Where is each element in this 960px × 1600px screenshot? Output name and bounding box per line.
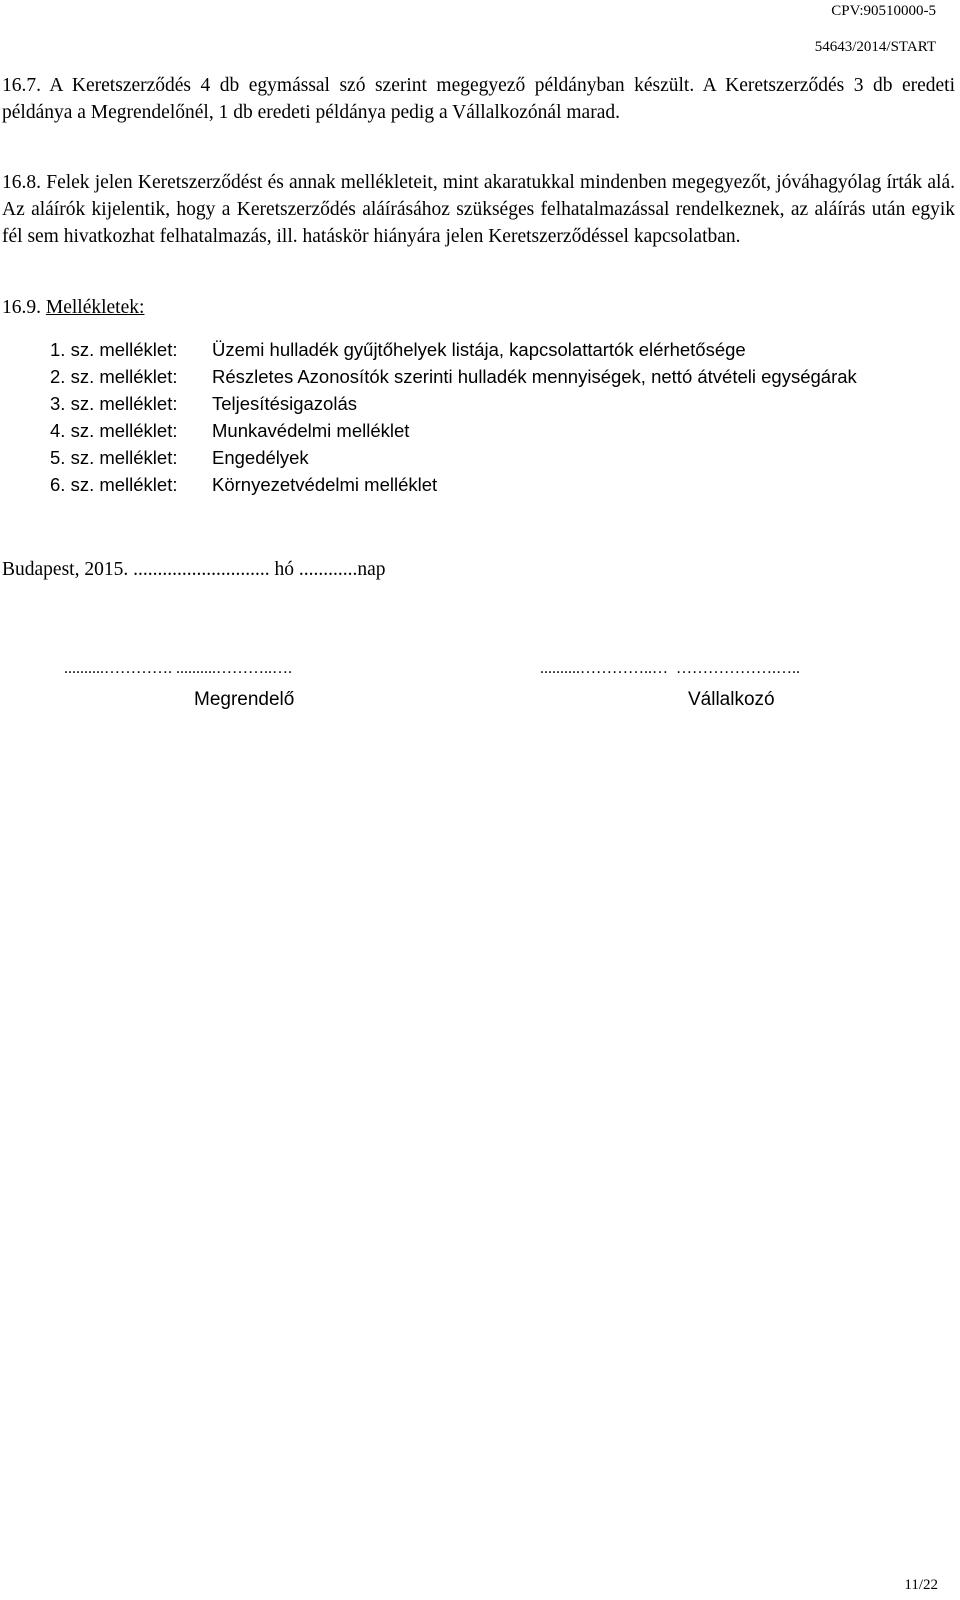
section-16-8 xyxy=(2,169,955,250)
annex-text: Környezetvédelmi melléklet xyxy=(212,474,438,495)
annex-label: 1. sz. melléklet: xyxy=(50,339,178,360)
annex-item xyxy=(50,390,950,417)
annex-item xyxy=(50,417,950,444)
section-number: 16.8. xyxy=(2,172,41,193)
annex-label: 5. sz. melléklet: xyxy=(50,447,178,468)
signature-label-contractor: Vállalkozó xyxy=(688,689,775,710)
section-16-9 xyxy=(2,294,144,321)
section-16-7 xyxy=(2,72,955,126)
section-number: 16.7. xyxy=(2,75,41,96)
annex-text: Részletes Azonosítók szerinti hulladék mennyiségek, nettó átvételi egységárak xyxy=(212,366,857,387)
annex-label: 6. sz. melléklet: xyxy=(50,474,178,495)
section-number: 16.9. xyxy=(2,297,41,318)
annexes-heading: Mellékletek: xyxy=(45,297,145,318)
annex-text: Engedélyek xyxy=(212,447,309,468)
section-text: Felek jelen Keretszerződést és annak mellékleteit, mint akaratukkal mindenben megegyezőt, jóváhagyólag írták alá. Az aláírók kijelentik, hogy a Keretszerződés aláírásához szükséges felhatalmazással rendelkeznek, az aláírás után egyik fél sem hivatkozhat felhatalmazás, ill. hatáskör hiányára jelen Keretszerződéssel kapcsolatban. xyxy=(2,172,955,247)
annex-text: Teljesítésigazolás xyxy=(212,393,357,414)
header-cpv: CPV:90510000-5 xyxy=(831,3,936,19)
page-number: 11/22 xyxy=(904,1577,938,1593)
annex-text: Üzemi hulladék gyűjtőhelyek listája, kapcsolattartók elérhetősége xyxy=(212,339,746,360)
annex-item xyxy=(50,363,950,390)
dateline: Budapest, 2015. ............................ hó ............nap xyxy=(2,559,386,580)
annex-label: 4. sz. melléklet: xyxy=(50,420,178,441)
annex-item xyxy=(50,336,950,363)
annex-label: 2. sz. melléklet: xyxy=(50,366,178,387)
section-text: A Keretszerződés 4 db egymással szó szerint megegyező példányban készült. A Keretszerződés 3 db eredeti példánya a Megrendelőnél, 1 db eredeti példánya pedig a Vállalkozónál marad. xyxy=(2,75,955,123)
annex-label: 3. sz. melléklet: xyxy=(50,393,178,414)
annex-list xyxy=(50,336,950,498)
signature-line-right: ..........…………..… ……………….….. xyxy=(540,660,800,677)
annex-item xyxy=(50,444,950,471)
header-reference: 54643/2014/START xyxy=(814,39,936,55)
annex-text: Munkavédelmi melléklet xyxy=(212,420,410,441)
signature-label-client: Megrendelő xyxy=(194,689,295,710)
annex-item xyxy=(50,471,950,498)
signature-line-left: ..........…………. ..........………..…. xyxy=(64,660,292,677)
